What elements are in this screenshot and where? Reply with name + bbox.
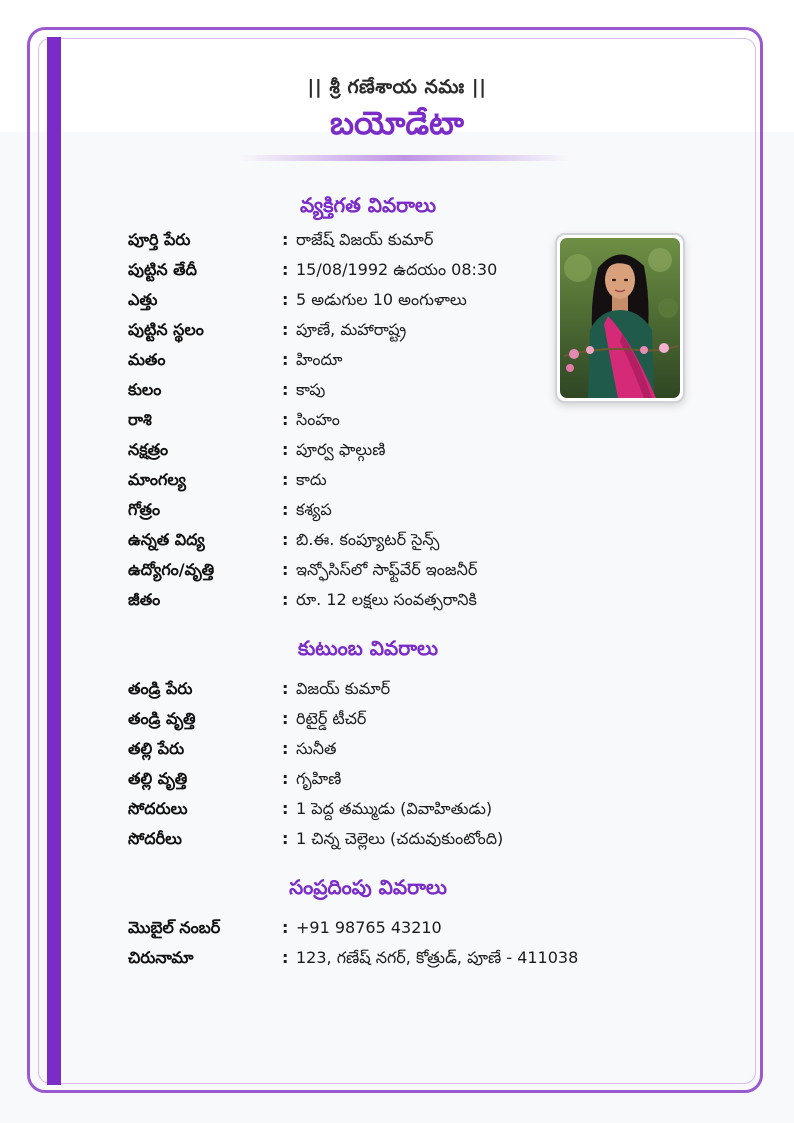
- separator: :: [282, 440, 289, 459]
- section-heading-family: కుటుంబ వివరాలు: [297, 636, 439, 660]
- separator: :: [282, 948, 289, 967]
- separator: :: [282, 470, 289, 489]
- detail-value: గృహిణి: [296, 769, 342, 788]
- detail-row: [128, 379, 608, 409]
- detail-label: మొబైల్ నంబర్: [128, 918, 221, 937]
- detail-value: రూ. 12 లక్షలు సంవత్సరానికి: [296, 590, 477, 609]
- profile-photo-icon: [560, 238, 680, 398]
- detail-value: బి.ఈ. కంప్యూటర్ సైన్స్: [296, 530, 440, 549]
- section-heading-contact: సంప్రదింపు వివరాలు: [289, 875, 447, 899]
- separator: :: [282, 769, 289, 788]
- detail-row: [128, 439, 608, 469]
- detail-row: [128, 589, 608, 619]
- profile-photo: [555, 233, 685, 403]
- detail-row: [128, 229, 608, 259]
- detail-label: నక్షత్రం: [128, 440, 169, 459]
- detail-row: [128, 798, 608, 828]
- detail-value: పూర్వ ఫాల్గుణి: [296, 440, 386, 459]
- detail-label: రాశి: [128, 410, 152, 429]
- separator: :: [282, 410, 289, 429]
- separator: :: [282, 590, 289, 609]
- detail-row: [128, 289, 608, 319]
- separator: :: [282, 290, 289, 309]
- separator: :: [282, 709, 289, 728]
- separator: :: [282, 918, 289, 937]
- separator: :: [282, 350, 289, 369]
- separator: :: [282, 560, 289, 579]
- separator: :: [282, 679, 289, 698]
- detail-row: [128, 917, 608, 947]
- detail-row: [128, 678, 608, 708]
- detail-label: జీతం: [128, 590, 161, 609]
- detail-value: సునీత: [296, 739, 337, 758]
- detail-value: ఇన్ఫోసిస్‌లో సాఫ్ట్‌వేర్ ఇంజనీర్: [296, 560, 478, 579]
- detail-label: మతం: [128, 350, 166, 369]
- detail-label: పుట్టిన తేదీ: [128, 260, 197, 279]
- detail-row: [128, 947, 608, 977]
- detail-row: [128, 828, 608, 858]
- detail-label: గోత్రం: [128, 500, 161, 519]
- detail-label: సోదరీలు: [128, 829, 182, 848]
- title-divider: [240, 155, 570, 161]
- detail-row: [128, 499, 608, 529]
- detail-value: 1 చిన్న చెల్లెలు (చదువుకుంటోంది): [296, 829, 504, 848]
- detail-label: చిరునామా: [128, 948, 194, 967]
- separator: :: [282, 739, 289, 758]
- detail-value: హిందూ: [296, 350, 343, 369]
- detail-row: [128, 529, 608, 559]
- detail-value: 5 అడుగుల 10 అంగుళాలు: [296, 290, 467, 309]
- detail-value: కశ్యప: [296, 500, 332, 519]
- detail-row: [128, 738, 608, 768]
- detail-row: [128, 259, 608, 289]
- detail-row: [128, 349, 608, 379]
- detail-row: [128, 319, 608, 349]
- detail-row: [128, 708, 608, 738]
- invocation-text: || శ్రీ గణేశాయ నమః ||: [307, 76, 487, 98]
- detail-value: +91 98765 43210: [296, 918, 442, 937]
- detail-value: 123, గణేష్ నగర్, కోత్రుడ్, పూణే - 411038: [296, 948, 579, 967]
- detail-value: కాపు: [296, 380, 326, 399]
- detail-label: పుట్టిన స్థలం: [128, 320, 204, 339]
- detail-label: ఎత్తు: [128, 290, 158, 309]
- detail-label: సోదరులు: [128, 799, 188, 818]
- detail-label: పూర్తి పేరు: [128, 230, 191, 249]
- page-title: బయోడేటా: [329, 104, 465, 142]
- detail-value: పూణే, మహారాష్ట్ర: [296, 320, 407, 339]
- section-heading-personal: వ్యక్తిగత వివరాలు: [299, 193, 437, 217]
- detail-row: [128, 409, 608, 439]
- separator: :: [282, 320, 289, 339]
- detail-row: [128, 768, 608, 798]
- detail-label: కులం: [128, 380, 162, 399]
- detail-value: 15/08/1992 ఉదయం 08:30: [296, 260, 498, 279]
- separator: :: [282, 829, 289, 848]
- detail-value: 1 పెద్ద తమ్ముడు (వివాహితుడు): [296, 799, 493, 818]
- detail-value: రాజేష్ విజయ్ కుమార్: [296, 230, 434, 249]
- separator: :: [282, 230, 289, 249]
- detail-label: ఉన్నత విద్య: [128, 530, 205, 549]
- detail-label: ఉద్యోగం/వృత్తి: [128, 560, 215, 579]
- detail-value: సింహం: [296, 410, 340, 429]
- detail-label: మాంగల్య: [128, 470, 187, 489]
- detail-row: [128, 469, 608, 499]
- detail-row: [128, 559, 608, 589]
- detail-label: తండ్రి పేరు: [128, 679, 193, 698]
- detail-value: కాదు: [296, 470, 327, 489]
- separator: :: [282, 260, 289, 279]
- separator: :: [282, 530, 289, 549]
- separator: :: [282, 500, 289, 519]
- detail-label: తల్లి పేరు: [128, 739, 185, 758]
- detail-label: తల్లి వృత్తి: [128, 769, 188, 788]
- separator: :: [282, 380, 289, 399]
- detail-label: తండ్రి వృత్తి: [128, 709, 196, 728]
- detail-value: విజయ్ కుమార్: [296, 679, 391, 698]
- separator: :: [282, 799, 289, 818]
- detail-value: రిటైర్డ్ టీచర్: [296, 709, 367, 728]
- left-accent-bar: [47, 37, 61, 1085]
